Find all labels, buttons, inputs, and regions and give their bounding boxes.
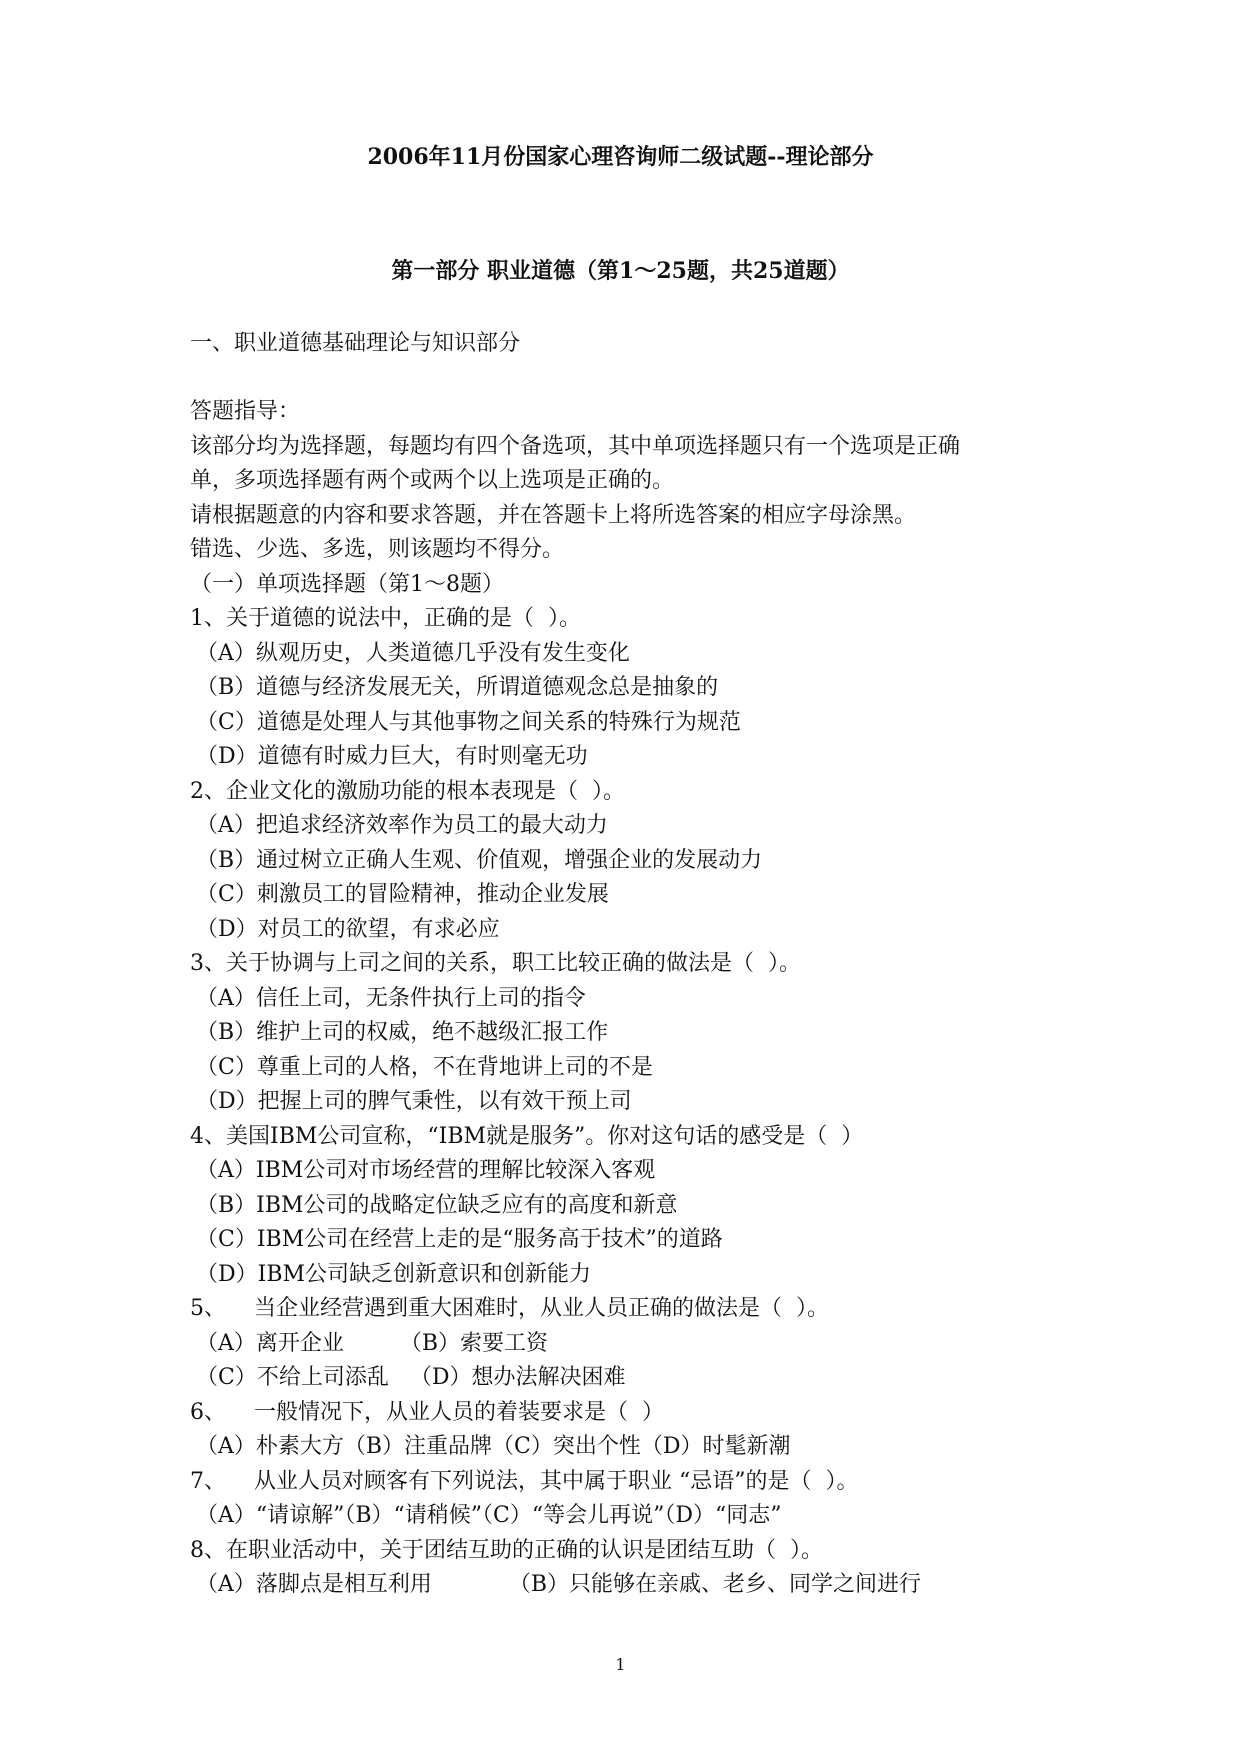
question-stem: 3、关于协调与上司之间的关系，职工比较正确的做法是（ ）。 bbox=[190, 951, 801, 976]
instruction-line: 单，多项选择题有两个或两个以上选项是正确的。 bbox=[190, 468, 675, 493]
question-stem: 6、 一般情况下，从业人员的着装要求是（ ） bbox=[190, 1399, 664, 1425]
question-stem: 8、在职业活动中，关于团结互助的正确的认识是团结互助（ ）。 bbox=[190, 1537, 823, 1563]
answer-option: （A）IBM公司对市场经营的理解比较深入客观 bbox=[196, 1158, 656, 1183]
answer-option: （B）道德与经济发展无关，所谓道德观念总是抽象的 bbox=[196, 675, 719, 700]
answer-option: （C）IBM公司在经营上走的是“服务高于技术”的道路 bbox=[196, 1227, 723, 1252]
answer-option: （C）刺激员工的冒险精神，推动企业发展 bbox=[196, 882, 609, 907]
answer-option: （D）道德有时威力巨大，有时则毫无功 bbox=[196, 744, 588, 769]
answer-option: （C）道德是处理人与其他事物之间关系的特殊行为规范 bbox=[196, 709, 741, 735]
instruction-line: 该部分均为选择题，每题均有四个备选项，其中单项选择题只有一个选项是正确 bbox=[190, 433, 961, 459]
answer-option: （A）“请谅解”（B）“请稍候”（C）“等会儿再说”（D）“同志” bbox=[196, 1503, 782, 1528]
document-body bbox=[190, 395, 1070, 1603]
answer-option: （A）纵观历史，人类道德几乎没有发生变化 bbox=[196, 640, 630, 666]
answer-option: （D）IBM公司缺乏创新意识和创新能力 bbox=[196, 1261, 592, 1287]
instruction-line: 错选、少选、多选，则该题均不得分。 bbox=[190, 537, 565, 562]
question-stem: 7、 从业人员对顾客有下列说法，其中属于职业 “忌语”的是（ ）。 bbox=[190, 1468, 859, 1494]
instruction-line: 请根据题意的内容和要求答题，并在答题卡上将所选答案的相应字母涂黑。 bbox=[190, 502, 917, 528]
section-title: 第一部分 职业道德（第1～25题，共25道题） bbox=[391, 258, 850, 284]
answer-option: （D）对员工的欲望，有求必应 bbox=[196, 916, 500, 942]
question-stem: 2、企业文化的激励功能的根本表现是（ ）。 bbox=[190, 778, 625, 804]
answer-option: （B）通过树立正确人生观、价值观，增强企业的发展动力 bbox=[196, 847, 763, 873]
answer-option: （A）把追求经济效率作为员工的最大动力 bbox=[196, 813, 608, 838]
answer-option: （A）落脚点是相互利用 （B）只能够在亲戚、老乡、同学之间进行 bbox=[196, 1572, 921, 1597]
answer-option: （B）维护上司的权威，绝不越级汇报工作 bbox=[196, 1020, 609, 1045]
instructions-heading: 答题指导： bbox=[190, 399, 301, 424]
answer-option: （D）把握上司的脾气秉性，以有效干预上司 bbox=[196, 1089, 632, 1114]
part-heading: 一、职业道德基础理论与知识部分 bbox=[190, 331, 521, 356]
answer-option: （B）IBM公司的战略定位缺乏应有的高度和新意 bbox=[196, 1192, 678, 1218]
answer-option: （A）信任上司，无条件执行上司的指令 bbox=[196, 985, 586, 1011]
answer-option: （C）不给上司添乱 （D）想办法解决困难 bbox=[196, 1365, 626, 1390]
answer-option: （C）尊重上司的人格，不在背地讲上司的不是 bbox=[196, 1054, 653, 1080]
subsection-heading: （一）单项选择题（第1～8题） bbox=[190, 571, 504, 597]
question-stem: 4、美国IBM公司宣称，“IBM就是服务”。你对这句话的感受是（ ） bbox=[190, 1123, 864, 1149]
question-stem: 1、关于道德的说法中，正确的是（ ）。 bbox=[190, 606, 581, 631]
answer-option: （A）朴素大方（B）注重品牌（C）突出个性（D）时髦新潮 bbox=[196, 1434, 791, 1459]
answer-option: （A）离开企业 （B）索要工资 bbox=[196, 1330, 549, 1356]
page-number: 1 bbox=[615, 1655, 626, 1674]
question-stem: 5、 当企业经营遇到重大困难时，从业人员正确的做法是（ ）。 bbox=[190, 1296, 829, 1321]
page-title: 2006年11月份国家心理咨询师二级试题--理论部分 bbox=[367, 144, 874, 170]
